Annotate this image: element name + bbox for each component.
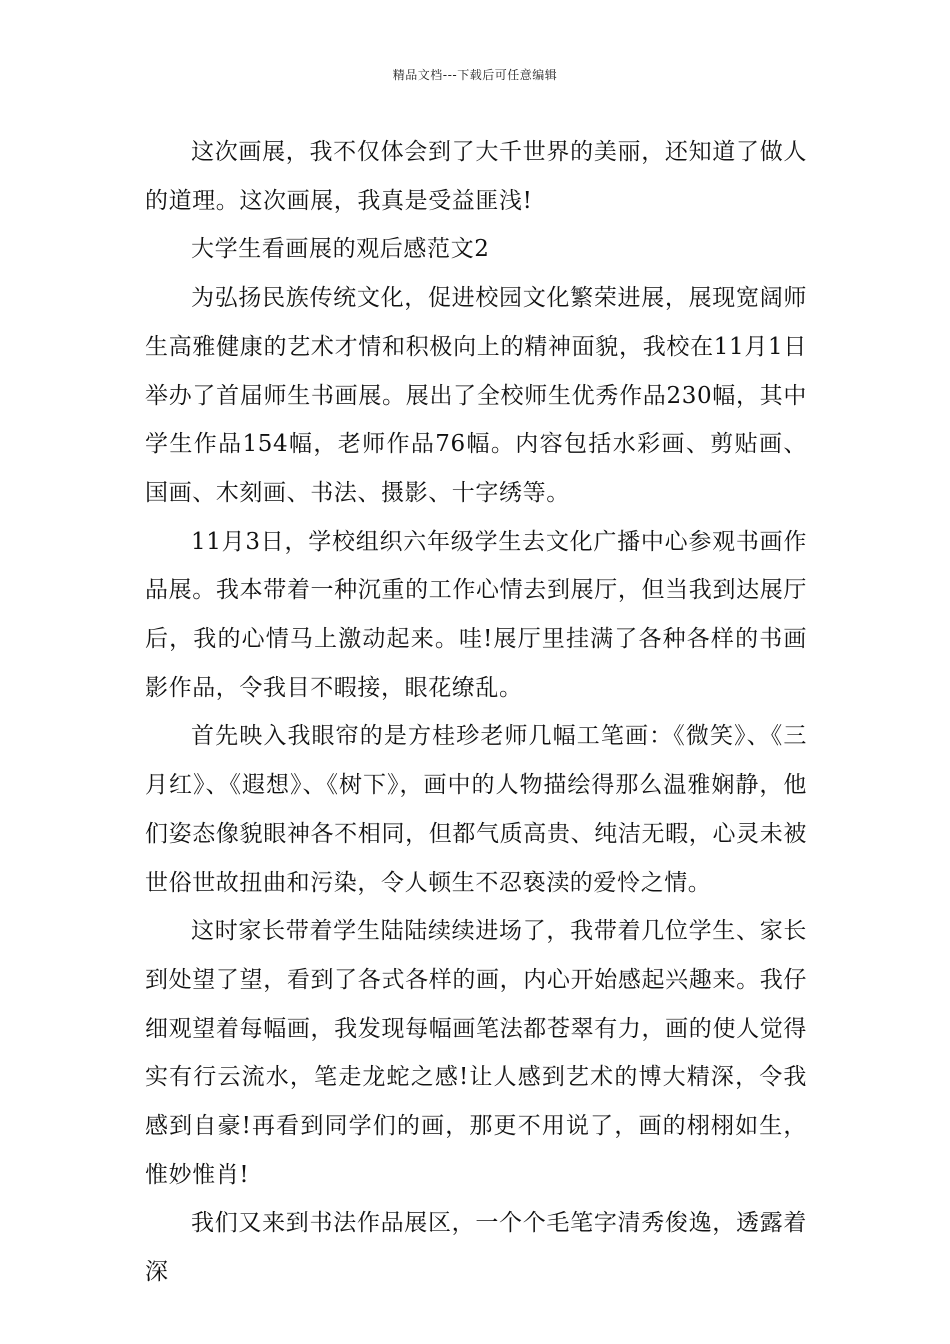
- paragraph: 我们又来到书法作品展区，一个个毛笔字清秀俊逸，透露着深: [145, 1210, 807, 1286]
- paragraph: 为弘扬民族传统文化，促进校园文化繁荣进展，展现宽阔师生高雅健康的艺术才情和积极向上的精神面貌，我校在11月1日举办了首届师生书画展。展出了全校师生优秀作品230幅，其中学生作品154幅，老师作品76幅。内容包括水彩画、剪贴画、国画、木刻画、书法、摄影、十字绣等。: [145, 285, 807, 506]
- paragraph: 首先映入我眼帘的是方桂珍老师几幅工笔画：《微笑》、《三月红》、《遐想》、《树下》，画中的人物描绘得那么温雅娴静，他们姿态像貌眼神各不相同，但都气质高贵、纯洁无暇，心灵未被世俗世故扭曲和污染，令人顿生不忍亵渎的爱怜之情。: [145, 723, 807, 896]
- document-body: [145, 128, 807, 1297]
- paragraph: 这时家长带着学生陆陆续续进场了，我带着几位学生、家长到处望了望，看到了各式各样的画，内心开始感起兴趣来。我仔细观望着每幅画，我发现每幅画笔法都苍翠有力，画的使人觉得实有行云流水，笔走龙蛇之感!让人感到艺术的博大精深，令我感到自豪!再看到同学们的画，那更不用说了，画的栩栩如生，惟妙惟肖!: [145, 918, 807, 1188]
- page-header: 精品文档---下载后可任意编辑: [392, 68, 558, 82]
- section-heading: 大学生看画展的观后感范文2: [191, 236, 490, 263]
- paragraph: 11月3日，学校组织六年级学生去文化广播中心参观书画作品展。我本带着一种沉重的工作心情去到展厅，但当我到达展厅后，我的心情马上激动起来。哇!展厅里挂满了各种各样的书画影作品，令我目不暇接，眼花缭乱。: [145, 528, 807, 701]
- paragraph: 这次画展，我不仅体会到了大千世界的美丽，还知道了做人的道理。这次画展，我真是受益匪浅!: [145, 139, 807, 214]
